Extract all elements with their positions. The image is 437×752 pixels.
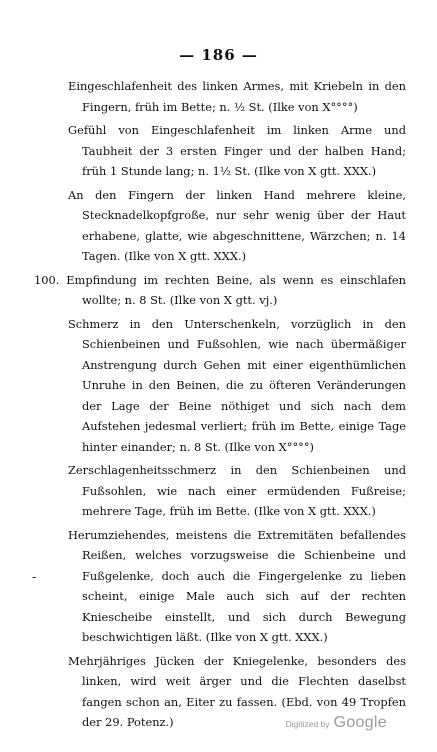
symptom-entry-2: Gefühl von Eingeschlafenheit im linken Arme und Taubheit der 3 ersten Finger und der halben Hand; früh 1 Stunde lang; n. 1½ St. (Ilke von X gtt. XXX.) (68, 123, 406, 178)
entry-number: 100. (34, 272, 60, 287)
symptom-entry-4 (34, 270, 406, 311)
page-number-header: — 186 — (179, 46, 258, 64)
symptom-entry-1: Eingeschlafenheit des linken Armes, mit Kriebeln in den Fingern, früh im Bette; n. ½ St. (Ilke von X°°°°) (68, 79, 406, 114)
symptom-entry-7: - Herumziehendes, meistens die Extremitäten befallendes Reißen, welches vorzugsweise die Schienbeine und Fußgelenke, doch auch die Fingergelenke zu lieben scheint, einige Male auch sich auf der rechten Kniescheibe einstellt, und sich durch Bewegung beschwichtigen läßt. (Ilke von X gtt. XXX.) (32, 527, 406, 644)
symptom-entry-3: An den Fingern der linken Hand mehrere kleine, Stecknadelkopfgroße, nur sehr wenig über der Haut erhabene, glatte, wie abgeschnittene, Wärzchen; n. 14 Tagen. (Ilke von X gtt. XXX.) (68, 187, 406, 263)
symptom-entry-5: Schmerz in den Unterschenkeln, vorzüglich in den Schienbeinen und Fußsohlen, wie nach übermäßiger Anstrengung durch Gehen mit einer eigenthümlichen Unruhe in den Beinen, die zu öfteren Veränderungen der Lage der Beine nöthiget und sich nach dem Aufstehen jedesmal verliert; früh im Bette, einige Tage hinter einander; n. 8 St. (Ilke von X°°°°) (68, 316, 406, 454)
digitized-watermark (286, 714, 387, 732)
symptom-entry-8: Mehrjähriges Jücken der Kniegelenke, besonders des linken, wird weit ärger und die Flechten daselbst fangen schon an, Eiter zu fassen. (Ebd. von 49 Tropfen der 29. Potenz.) (68, 653, 406, 729)
watermark-digitized-by: Digitized by (285, 719, 330, 729)
watermark-google-logo: Google (333, 714, 387, 731)
symptom-entry-7-text: Herumziehendes, meistens die Extremitäten befallendes Reißen, welches vorzugsweise die Schienbeine und Fußgelenke, doch auch die Fingergelenke zu lieben scheint, einige Male auch sich auf der rechten Kniescheibe einstellt, und sich durch Bewegung beschwichtigen läßt. (Ilke von X gtt. XXX.) (68, 527, 406, 644)
symptom-entry-4-text: Empfindung im rechten Beine, als wenn es einschlafen wollte; n. 8 St. (Ilke von X gtt. vj.) (66, 272, 407, 307)
page-body (32, 76, 407, 736)
symptom-entry-6: Zerschlagenheitsschmerz in den Schienbeinen und Fußsohlen, wie nach einer ermüdenden Fußreise; mehrere Tage, früh im Bette. (Ilke von X gtt. XXX.) (68, 463, 406, 518)
